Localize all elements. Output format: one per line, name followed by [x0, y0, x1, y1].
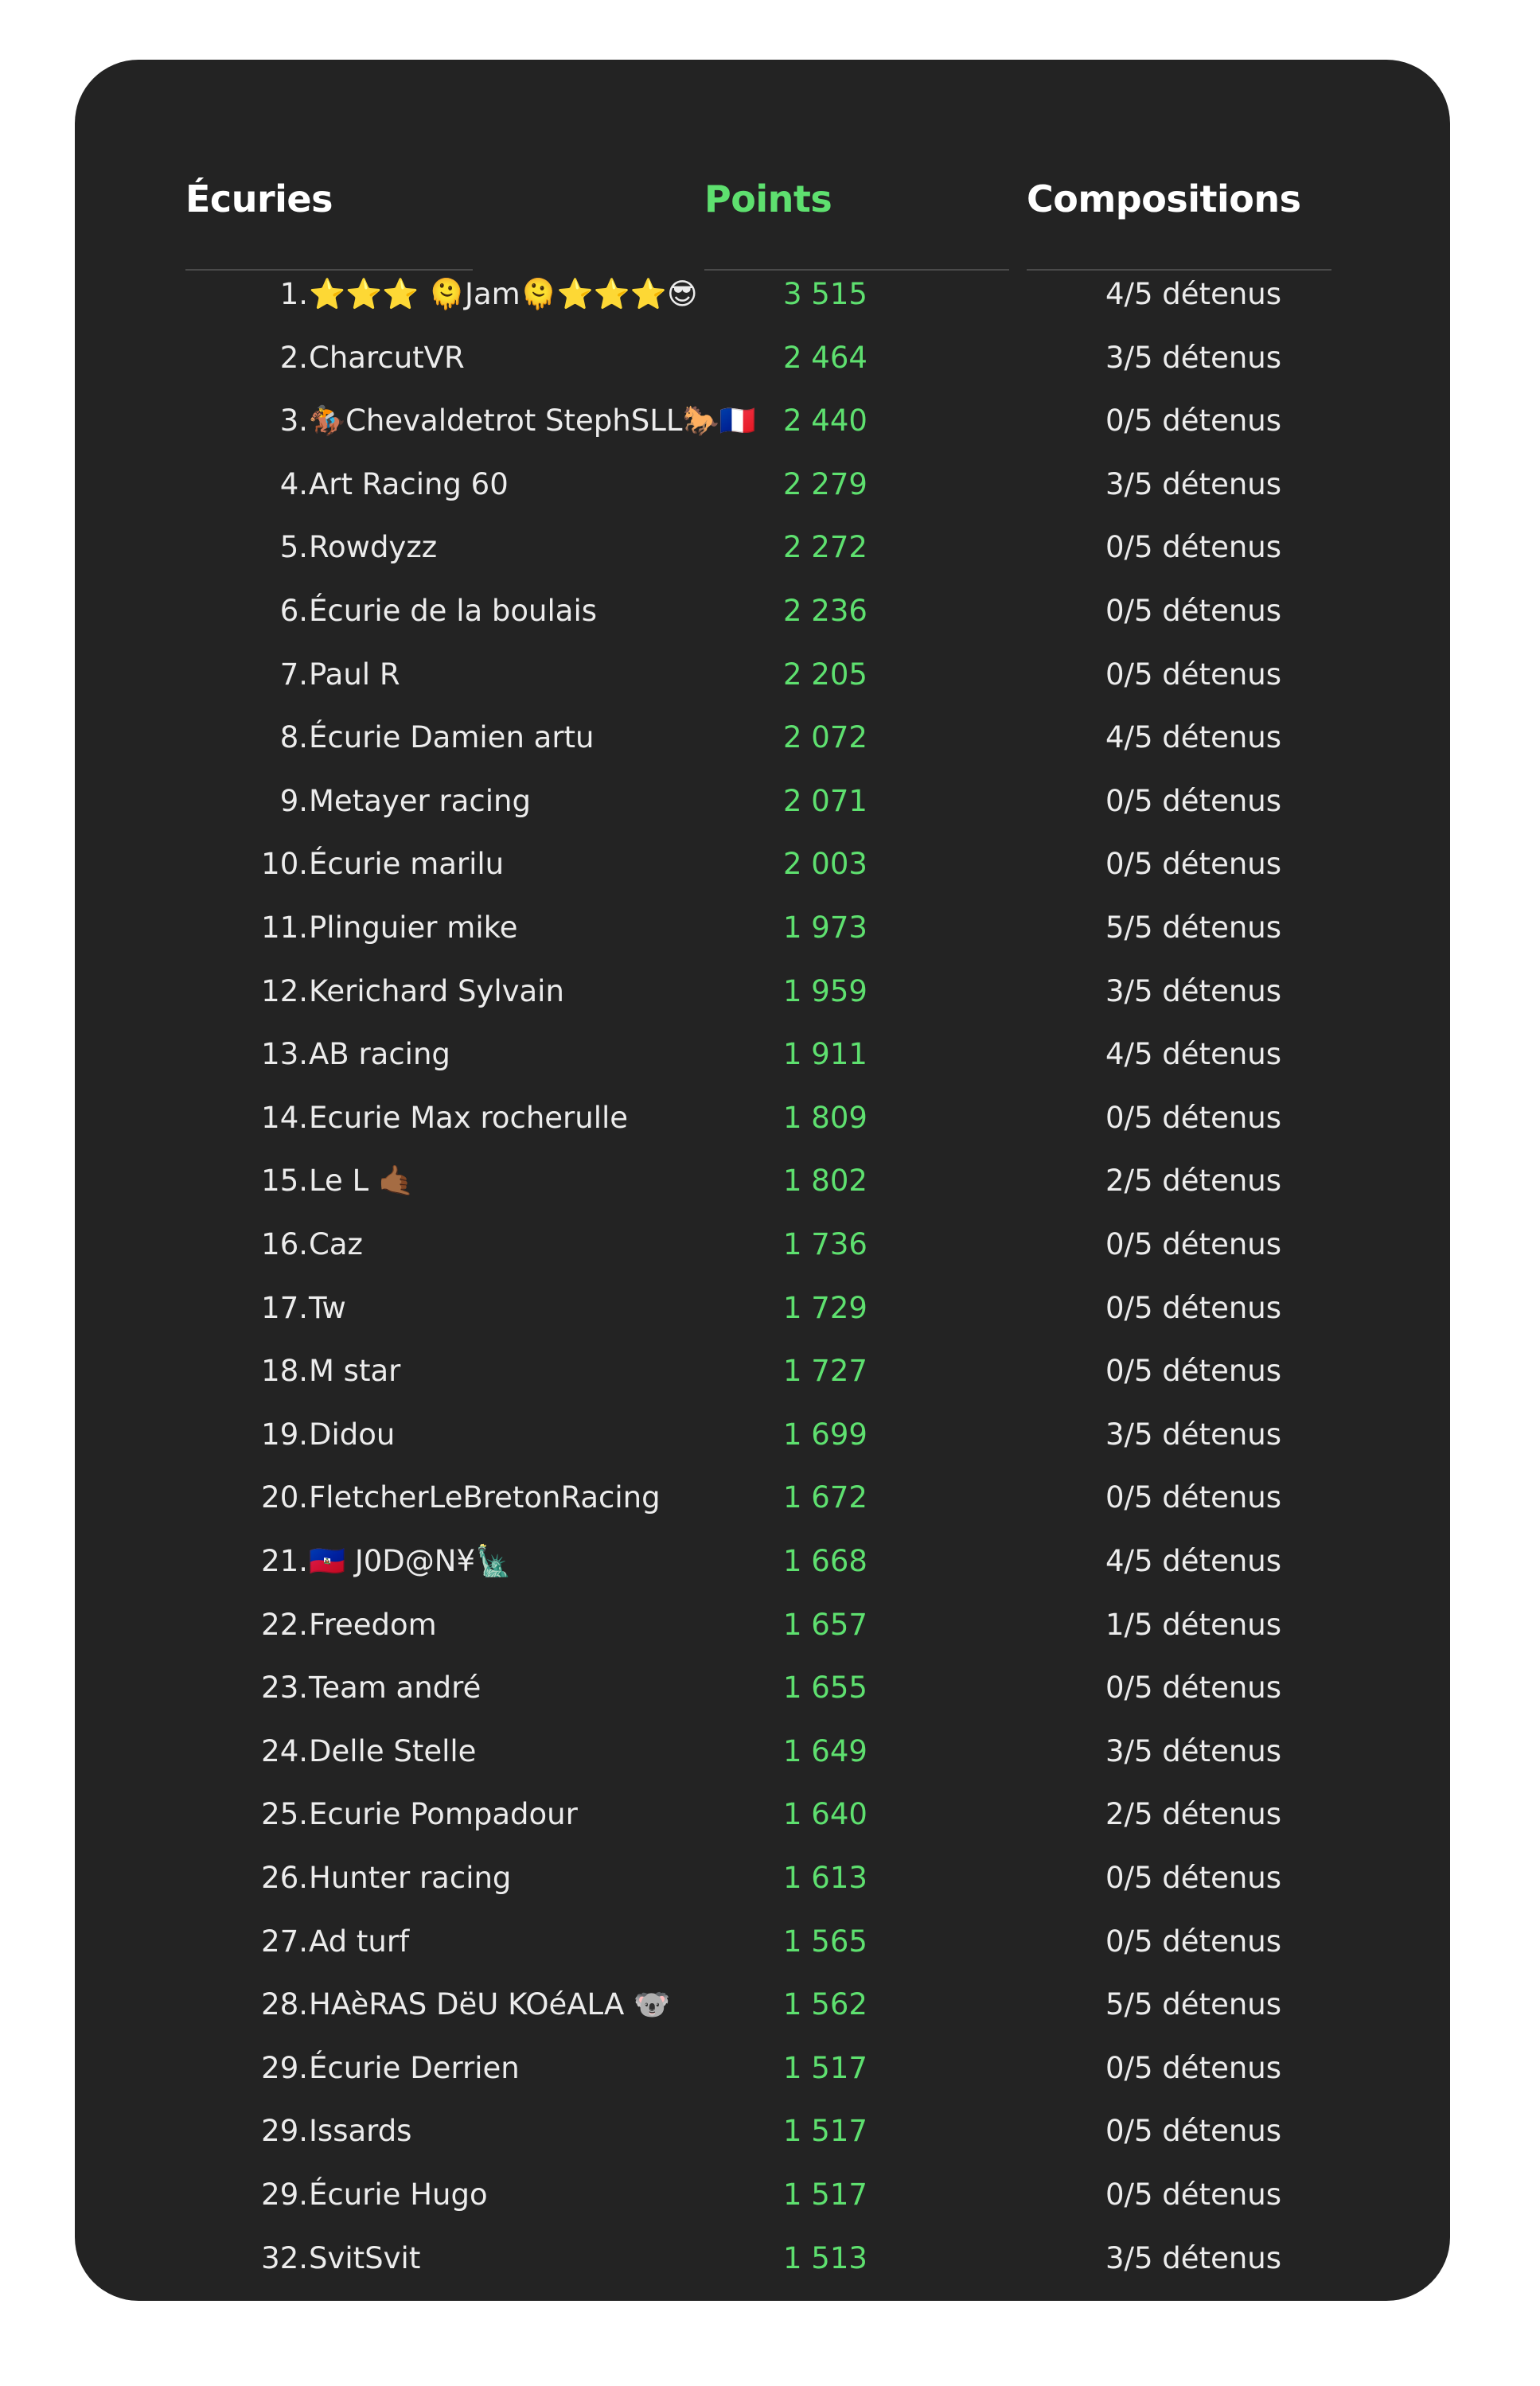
rank: 32.	[261, 2240, 308, 2275]
points-value: 2 072	[783, 720, 867, 755]
composition-value: 3/5 détenus	[1105, 1417, 1282, 1452]
rank: 25.	[261, 1797, 308, 1832]
team-name: HAèRAS DëU KOéALA 🐨	[309, 1987, 671, 2022]
team-name: Issards	[309, 2114, 412, 2149]
rank: 16.	[261, 1227, 308, 1261]
team-name: Caz	[309, 1227, 363, 1261]
team-name: FletcherLeBretonRacing	[309, 1480, 661, 1515]
team-name: 🏇Chevaldetrot StephSLL🐎🇫🇷	[309, 404, 756, 439]
leaderboard-rows	[75, 60, 1450, 2301]
composition-value: 3/5 détenus	[1105, 466, 1282, 501]
composition-value: 0/5 détenus	[1105, 783, 1282, 818]
table-row	[75, 1339, 1450, 1403]
composition-value: 0/5 détenus	[1105, 1861, 1282, 1895]
points-value: 1 729	[783, 1290, 867, 1325]
points-value: 2 279	[783, 466, 867, 501]
table-row	[75, 960, 1450, 1023]
composition-value: 3/5 détenus	[1105, 2240, 1282, 2275]
points-value: 3 515	[783, 277, 867, 311]
composition-value: 3/5 détenus	[1105, 1733, 1282, 1768]
table-row	[75, 516, 1450, 579]
rank: 6.	[279, 594, 308, 628]
rank: 21.	[261, 1544, 308, 1578]
table-row	[75, 579, 1450, 643]
composition-value: 0/5 détenus	[1105, 2114, 1282, 2149]
rank: 23.	[261, 1671, 308, 1706]
team-name: Hunter racing	[309, 1861, 512, 1895]
composition-value: 0/5 détenus	[1105, 2177, 1282, 2212]
rank: 13.	[261, 1037, 308, 1072]
composition-value: 0/5 détenus	[1105, 1671, 1282, 1706]
composition-value: 0/5 détenus	[1105, 847, 1282, 882]
header-points: Points	[704, 177, 832, 220]
rank: 27.	[261, 1924, 308, 1959]
team-name: Écurie Damien artu	[309, 720, 595, 755]
rank: 12.	[261, 973, 308, 1008]
composition-value: 4/5 détenus	[1105, 1544, 1282, 1578]
rank: 10.	[261, 847, 308, 882]
points-value: 2 236	[783, 594, 867, 628]
table-row	[75, 1277, 1450, 1340]
table-row	[75, 326, 1450, 390]
rank: 11.	[261, 910, 308, 945]
composition-value: 5/5 détenus	[1105, 910, 1282, 945]
table-row	[75, 1086, 1450, 1150]
points-value: 1 727	[783, 1354, 867, 1389]
table-row	[75, 1910, 1450, 1974]
composition-value: 0/5 détenus	[1105, 1290, 1282, 1325]
table-row	[75, 896, 1450, 960]
composition-value: 0/5 détenus	[1105, 1354, 1282, 1389]
rank: 8.	[279, 720, 308, 755]
rank: 22.	[261, 1607, 308, 1642]
table-row	[75, 2037, 1450, 2100]
leaderboard-card	[75, 60, 1450, 2301]
points-value: 2 205	[783, 657, 867, 692]
table-row	[75, 2163, 1450, 2227]
team-name: CharcutVR	[309, 340, 465, 375]
header-teams: Écuries	[185, 177, 333, 220]
points-value: 1 959	[783, 973, 867, 1008]
team-name: Tw	[309, 1290, 346, 1325]
composition-value: 5/5 détenus	[1105, 1987, 1282, 2022]
points-value: 1 565	[783, 1924, 867, 1959]
team-name: Écurie Hugo	[309, 2177, 488, 2212]
points-value: 1 649	[783, 1733, 867, 1768]
points-value: 1 973	[783, 910, 867, 945]
rank: 19.	[261, 1417, 308, 1452]
team-name: Le L 🤙🏾	[309, 1164, 415, 1199]
team-name: Kerichard Sylvain	[309, 973, 564, 1008]
table-row	[75, 832, 1450, 896]
team-name: Écurie Derrien	[309, 2050, 520, 2085]
composition-value: 4/5 détenus	[1105, 720, 1282, 755]
team-name: ⭐⭐⭐ 🫠Jam🫠⭐⭐⭐😎	[309, 277, 698, 311]
rank: 4.	[279, 466, 308, 501]
composition-value: 3/5 détenus	[1105, 340, 1282, 375]
points-value: 1 613	[783, 1861, 867, 1895]
team-name: 🇭🇹 J0D@N¥🗽	[309, 1544, 513, 1578]
table-row	[75, 1213, 1450, 1277]
points-value: 1 517	[783, 2050, 867, 2085]
table-row	[75, 1846, 1450, 1910]
points-value: 2 464	[783, 340, 867, 375]
rank: 3.	[279, 404, 308, 439]
points-value: 1 668	[783, 1544, 867, 1578]
points-value: 1 911	[783, 1037, 867, 1072]
points-value: 2 440	[783, 404, 867, 439]
composition-value: 0/5 détenus	[1105, 1100, 1282, 1135]
team-name: Écurie marilu	[309, 847, 505, 882]
team-name: Freedom	[309, 1607, 437, 1642]
rank: 17.	[261, 1290, 308, 1325]
table-row	[75, 2099, 1450, 2163]
team-name: M star	[309, 1354, 401, 1389]
team-name: Ecurie Pompadour	[309, 1797, 578, 1832]
team-name: Metayer racing	[309, 783, 531, 818]
points-value: 1 640	[783, 1797, 867, 1832]
table-row	[75, 1530, 1450, 1593]
composition-value: 0/5 détenus	[1105, 1480, 1282, 1515]
composition-value: 4/5 détenus	[1105, 1037, 1282, 1072]
points-value: 1 517	[783, 2177, 867, 2212]
table-row	[75, 643, 1450, 707]
rank: 5.	[279, 530, 308, 565]
points-value: 1 513	[783, 2240, 867, 2275]
rank: 9.	[279, 783, 308, 818]
team-name: Didou	[309, 1417, 396, 1452]
composition-value: 0/5 détenus	[1105, 1227, 1282, 1261]
points-value: 1 802	[783, 1164, 867, 1199]
table-row	[75, 263, 1450, 326]
table-row	[75, 1403, 1450, 1467]
points-value: 2 003	[783, 847, 867, 882]
composition-value: 3/5 détenus	[1105, 973, 1282, 1008]
table-row	[75, 1656, 1450, 1720]
table-row	[75, 1466, 1450, 1530]
points-value: 1 562	[783, 1987, 867, 2022]
composition-value: 2/5 détenus	[1105, 1797, 1282, 1832]
rank: 29.	[261, 2114, 308, 2149]
rank: 14.	[261, 1100, 308, 1135]
composition-value: 2/5 détenus	[1105, 1164, 1282, 1199]
composition-value: 0/5 détenus	[1105, 594, 1282, 628]
rank: 28.	[261, 1987, 308, 2022]
points-value: 2 272	[783, 530, 867, 565]
points-value: 1 736	[783, 1227, 867, 1261]
rank: 20.	[261, 1480, 308, 1515]
rank: 29.	[261, 2050, 308, 2085]
composition-value: 0/5 détenus	[1105, 404, 1282, 439]
rank: 24.	[261, 1733, 308, 1768]
table-row	[75, 1973, 1450, 2037]
composition-value: 0/5 détenus	[1105, 657, 1282, 692]
table-row	[75, 770, 1450, 833]
points-value: 1 672	[783, 1480, 867, 1515]
rank: 7.	[279, 657, 308, 692]
points-value: 1 517	[783, 2114, 867, 2149]
points-value: 1 657	[783, 1607, 867, 1642]
team-name: Écurie de la boulais	[309, 594, 597, 628]
team-name: Team andré	[309, 1671, 481, 1706]
rank: 1.	[279, 277, 308, 311]
team-name: Delle Stelle	[309, 1733, 477, 1768]
table-row	[75, 453, 1450, 517]
points-value: 1 809	[783, 1100, 867, 1135]
points-value: 2 071	[783, 783, 867, 818]
rank: 15.	[261, 1164, 308, 1199]
composition-value: 4/5 détenus	[1105, 277, 1282, 311]
table-row	[75, 389, 1450, 453]
team-name: Ad turf	[309, 1924, 410, 1959]
team-name: Rowdyzz	[309, 530, 438, 565]
team-name: Ecurie Max rocherulle	[309, 1100, 629, 1135]
team-name: AB racing	[309, 1037, 450, 1072]
team-name: SvitSvit	[309, 2240, 421, 2275]
table-row	[75, 1149, 1450, 1213]
table-row	[75, 706, 1450, 770]
table-row	[75, 2227, 1450, 2290]
composition-value: 0/5 détenus	[1105, 2050, 1282, 2085]
team-name: Plinguier mike	[309, 910, 518, 945]
composition-value: 0/5 détenus	[1105, 530, 1282, 565]
header-compositions: Compositions	[1027, 177, 1301, 220]
rank: 18.	[261, 1354, 308, 1389]
team-name: Art Racing 60	[309, 466, 509, 501]
composition-value: 1/5 détenus	[1105, 1607, 1282, 1642]
team-name: Paul R	[309, 657, 400, 692]
points-value: 1 699	[783, 1417, 867, 1452]
table-row	[75, 1720, 1450, 1784]
rank: 2.	[279, 340, 308, 375]
rank: 29.	[261, 2177, 308, 2212]
rank: 26.	[261, 1861, 308, 1895]
composition-value: 0/5 détenus	[1105, 1924, 1282, 1959]
table-row	[75, 1023, 1450, 1086]
points-value: 1 655	[783, 1671, 867, 1706]
table-row	[75, 1593, 1450, 1657]
table-row	[75, 1783, 1450, 1846]
